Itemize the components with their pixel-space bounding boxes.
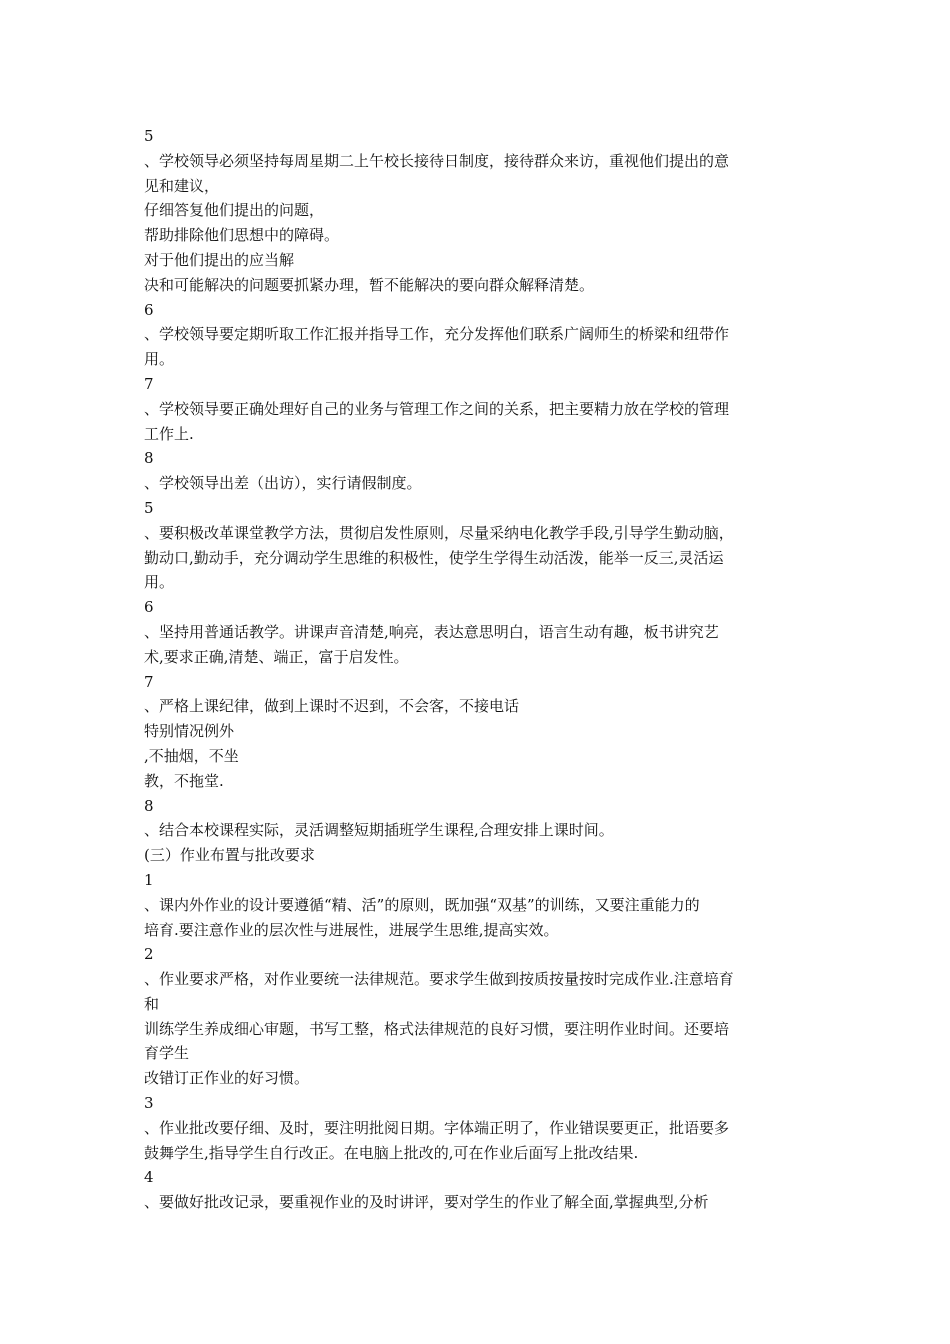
- text-line: 训练学生养成细心审题，书写工整，格式法律规范的良好习惯，要注明作业时间。还要培: [144, 1019, 730, 1038]
- text-line: 术,要求正确,清楚、端正，富于启发性。: [144, 647, 409, 666]
- text-line: ,不抽烟，不坐: [144, 746, 239, 765]
- text-line: 6: [144, 300, 154, 319]
- text-line: 、要做好批改记录，要重视作业的及时讲评，要对学生的作业了解全面,掌握典型,分析: [144, 1193, 709, 1212]
- text-line: 见和建议，: [144, 176, 220, 195]
- text-line: 、学校领导要定期听取工作汇报并指导工作，充分发挥他们联系广阔师生的桥梁和纽带作: [144, 325, 730, 344]
- text-line: 2: [144, 945, 154, 964]
- text-line: 对于他们提出的应当解: [144, 250, 295, 269]
- text-line: 、作业批改要仔细、及时，要注明批阅日期。字体端正明了，作业错误要更正，批语要多: [144, 1118, 730, 1137]
- text-line: 、坚持用普通话教学。讲课声音清楚,响亮，表达意思明白，语言生动有趣，板书讲究艺: [144, 622, 719, 641]
- text-line: 5: [144, 498, 154, 517]
- text-line: 、结合本校课程实际，灵活调整短期插班学生课程,合理安排上课时间。: [144, 821, 614, 840]
- text-line: 5: [144, 127, 154, 145]
- text-line: 改错订正作业的好习惯。: [144, 1069, 310, 1088]
- text-line: 、学校领导出差（出访），实行请假制度。: [144, 474, 422, 493]
- text-line: 7: [144, 374, 154, 393]
- text-line: 仔细答复他们提出的问题，: [144, 201, 325, 220]
- text-line: 教，不拖堂.: [144, 771, 224, 790]
- document-body: [144, 124, 810, 1215]
- text-line: 鼓舞学生,指导学生自行改正。在电脑上批改的,可在作业后面写上批改结果.: [144, 1143, 639, 1162]
- text-line: 帮助排除他们思想中的障碍。: [144, 226, 340, 245]
- text-line: 用。: [144, 573, 175, 592]
- text-line: 4: [144, 1168, 154, 1187]
- text-line: 特别情况例外: [144, 722, 235, 741]
- text-line: 、学校领导必须坚持每周星期二上午校长接待日制度，接待群众来访，重视他们提出的意: [144, 151, 730, 170]
- text-line: 6: [144, 598, 154, 617]
- text-line: 1: [144, 870, 154, 889]
- text-line: 、严格上课纪律，做到上课时不迟到，不会客，不接电话: [144, 697, 520, 716]
- text-line: 培育.要注意作业的层次性与进展性，进展学生思维,提高实效。: [144, 920, 559, 939]
- text-line: 育学生: [144, 1044, 190, 1063]
- text-line: 8: [144, 449, 154, 468]
- text-line: 8: [144, 796, 154, 815]
- text-line: 、学校领导要正确处理好自己的业务与管理工作之间的关系，把主要精力放在学校的管理: [144, 399, 730, 418]
- text-line: 7: [144, 672, 154, 691]
- text-line: 工作上.: [144, 424, 194, 443]
- text-line: 用。: [144, 350, 175, 369]
- text-line: 3: [144, 1094, 154, 1113]
- text-line: 和: [144, 994, 160, 1013]
- text-line: 、课内外作业的设计要遵循“精、活”的原则，既加强“双基”的训练，又要注重能力的: [144, 895, 700, 914]
- text-line: 决和可能解决的问题要抓紧办理，暂不能解决的要向群众解释清楚。: [144, 275, 595, 294]
- text-line: 、要积极改革课堂教学方法，贯彻启发性原则，尽量采纳电化教学手段,引导学生勤动脑，: [144, 523, 734, 542]
- text-line: 、作业要求严格，对作业要统一法律规范。要求学生做到按质按量按时完成作业.注意培育: [144, 970, 734, 989]
- text-line: (三）作业布置与批改要求: [144, 846, 315, 865]
- text-line: 勤动口,勤动手，充分调动学生思维的积极性，使学生学得生动活泼，能举一反三,灵活运: [144, 548, 724, 567]
